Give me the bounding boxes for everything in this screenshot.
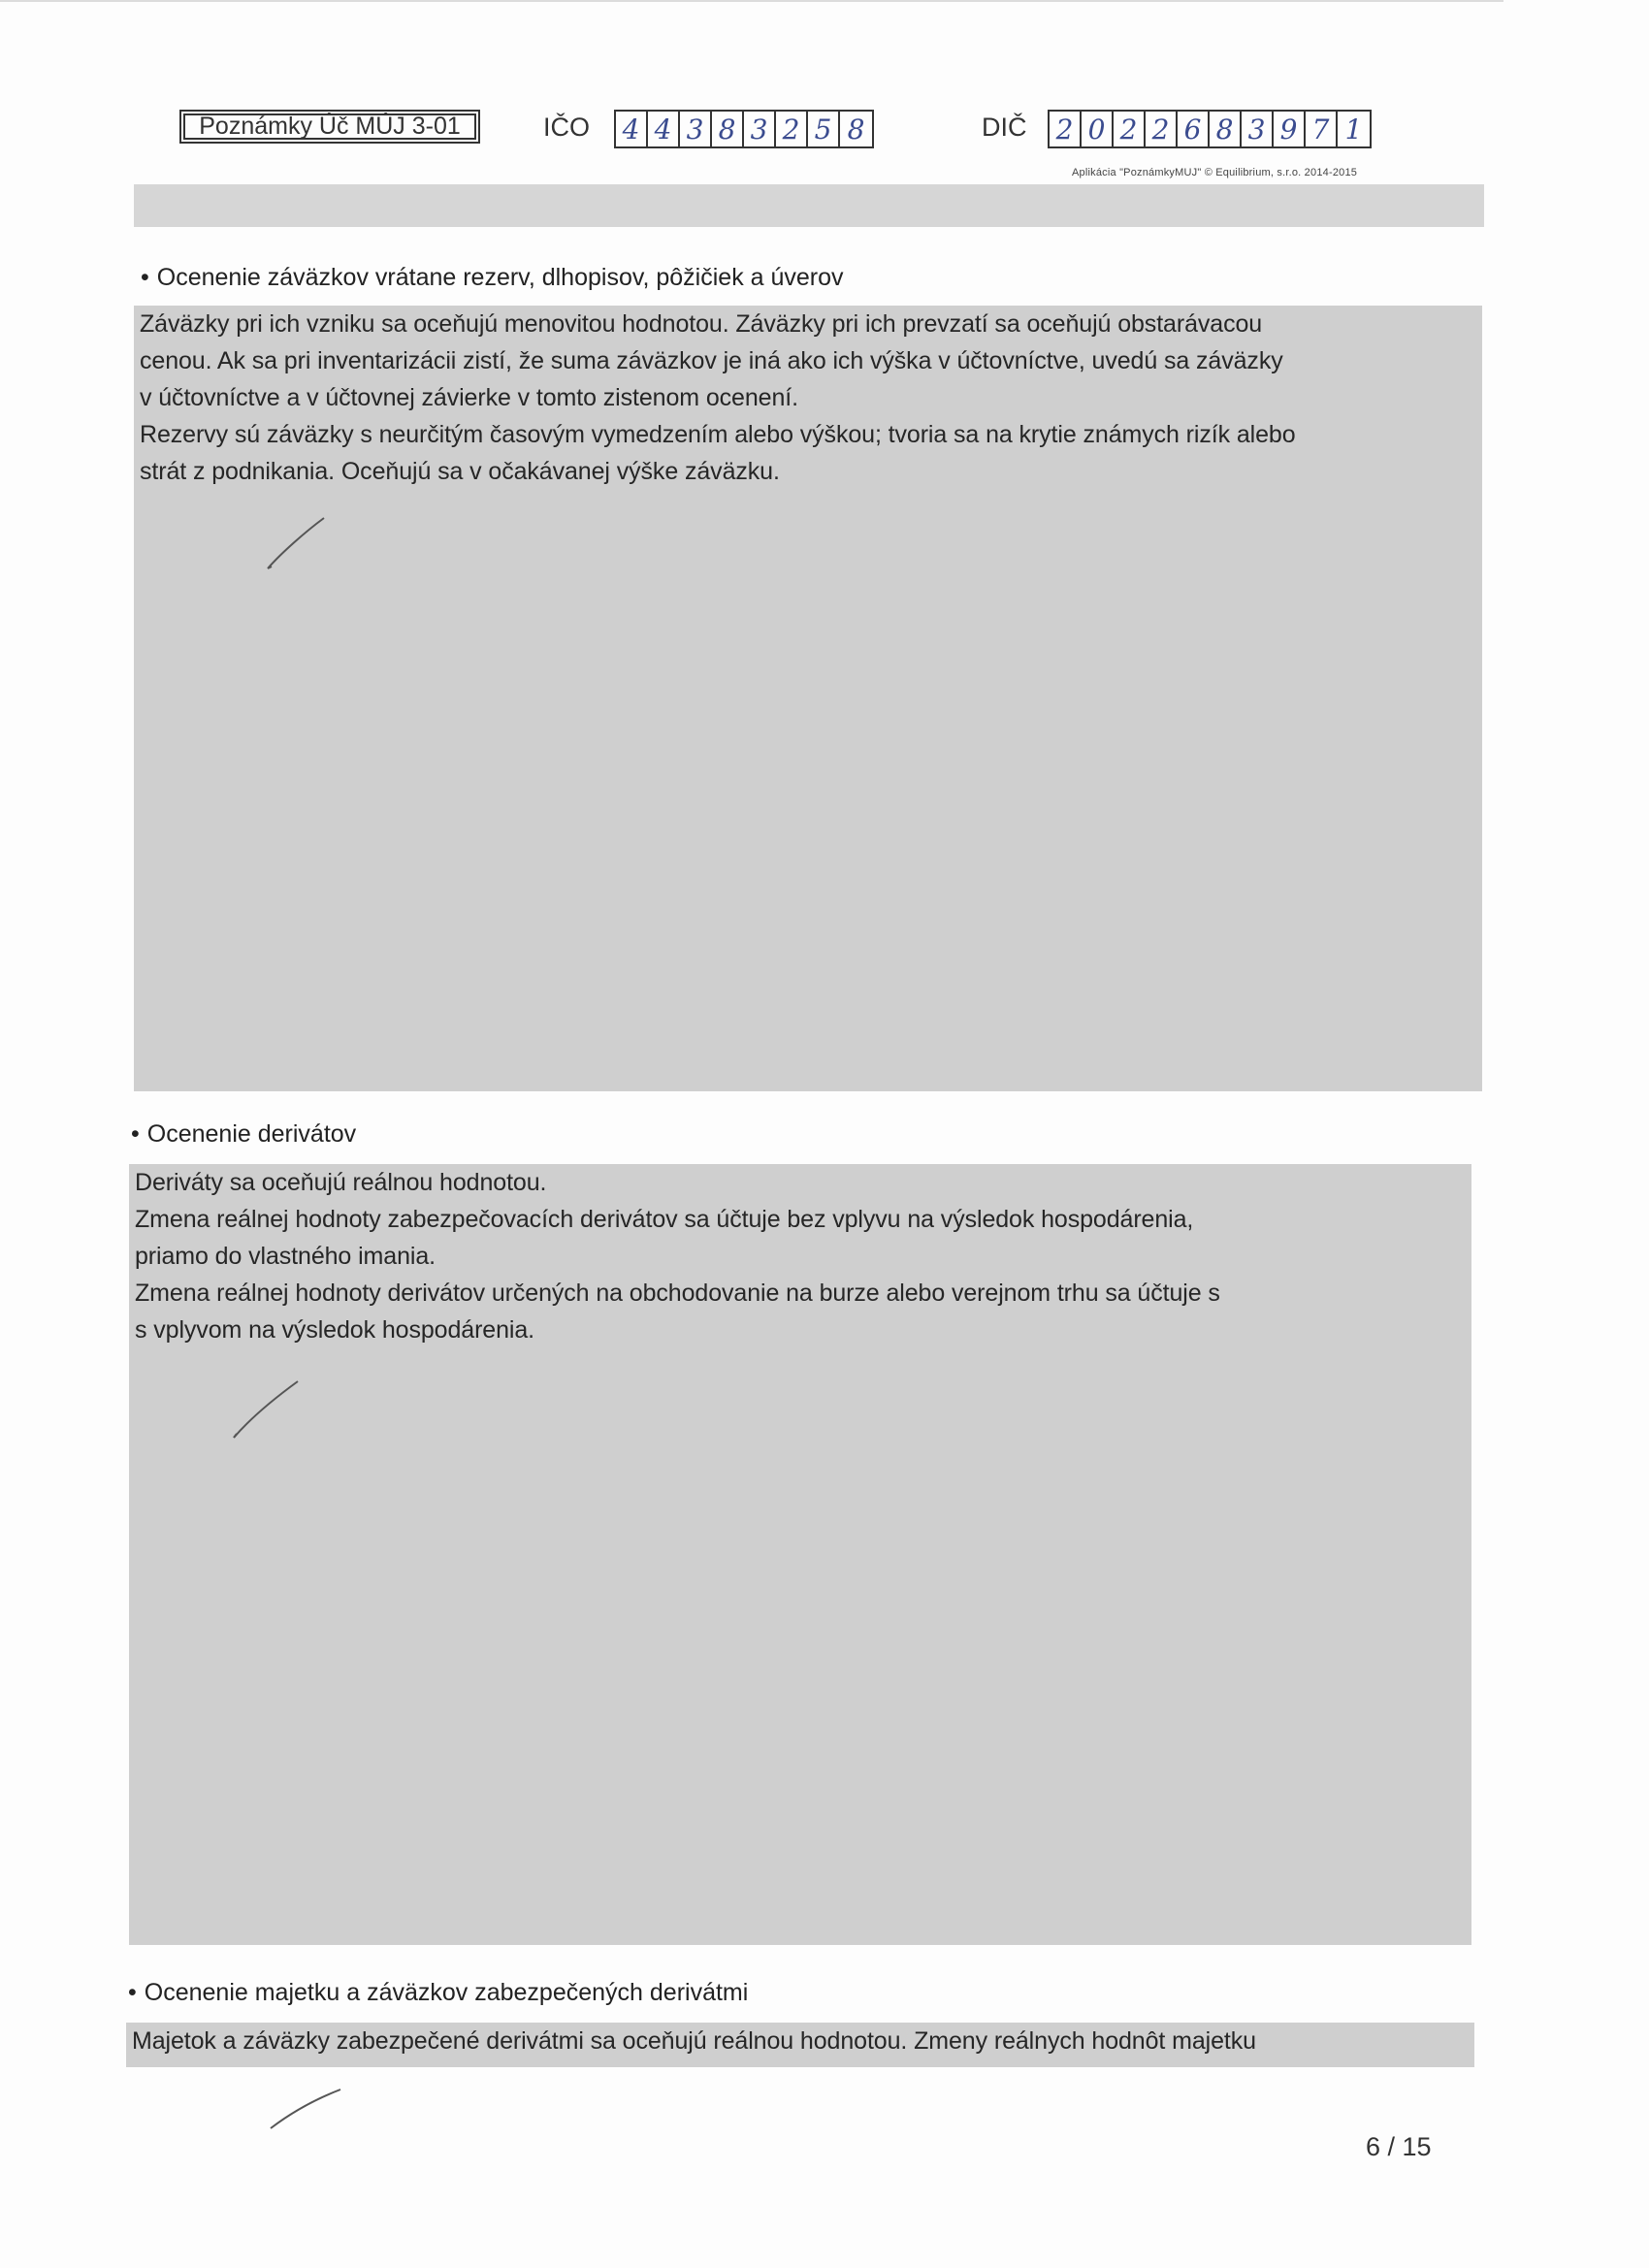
- dic-digit: 0: [1082, 112, 1114, 146]
- ico-digit: 5: [808, 112, 840, 146]
- text-line: Deriváty sa oceňujú reálnou hodnotou.: [135, 1169, 547, 1196]
- handwritten-slash-mark: [228, 1377, 306, 1445]
- bullet-icon: •: [128, 1979, 137, 2006]
- text-line: s vplyvom na výsledok hospodárenia.: [135, 1316, 535, 1344]
- section-text-box: [134, 306, 1482, 1091]
- dic-digit: 2: [1050, 112, 1082, 146]
- page-number: 6 / 15: [1366, 2132, 1432, 2161]
- section-text-box: [129, 1164, 1471, 1945]
- dic-digit: 1: [1344, 113, 1363, 146]
- top-rule: [0, 0, 1504, 2]
- section-title-text: Ocenenie majetku a záväzkov zabezpečených derivátmi: [144, 1979, 749, 2006]
- ico-digit: 4: [648, 112, 680, 146]
- bullet-icon: •: [131, 1120, 140, 1148]
- ico-digit: 8: [712, 112, 744, 146]
- section-title: [141, 264, 844, 292]
- text-line: strát z podnikania. Oceňujú sa v očakávanej výške záväzku.: [140, 458, 780, 485]
- dic-label: DIČ: [982, 113, 1027, 142]
- text-line: priamo do vlastného imania.: [135, 1243, 436, 1270]
- section-title-text: Ocenenie derivátov: [146, 1120, 357, 1148]
- section-title: [128, 1979, 748, 2007]
- dic-digit: 3: [1242, 112, 1274, 146]
- section-title: [131, 1120, 356, 1149]
- form-code-box: [179, 110, 480, 144]
- text-line: v účtovníctve a v účtovnej závierke v tomto zistenom ocenení.: [140, 384, 798, 411]
- bullet-icon: •: [141, 264, 149, 291]
- text-line: Majetok a záväzky zabezpečené derivátmi sa oceňujú reálnou hodnotou. Zmeny reálnych hodnôt majetku: [132, 2027, 1256, 2055]
- dic-digit: 2: [1114, 112, 1146, 146]
- handwritten-slash-mark: [262, 514, 330, 572]
- text-line: Rezervy sú záväzky s neurčitým časovým vymedzením alebo výškou; tvoria sa na krytie známych rizík alebo: [140, 421, 1296, 448]
- section-text-box: [126, 2023, 1474, 2067]
- ico-digit: 4: [616, 112, 648, 146]
- handwritten-slash-mark: [267, 2086, 344, 2134]
- dic-digit: 2: [1146, 112, 1178, 146]
- header-shaded-band: [134, 184, 1484, 227]
- text-line: Záväzky pri ich vzniku sa oceňujú menovitou hodnotou. Záväzky pri ich prevzatí sa oceňujú obstarávacou: [140, 310, 1263, 338]
- text-line: Zmena reálnej hodnoty zabezpečovacích derivátov sa účtuje bez vplyvu na výsledok hospodárenia,: [135, 1206, 1194, 1233]
- ico-digit: 2: [776, 112, 808, 146]
- form-code-label: Poznámky Úč MÚJ 3-01: [199, 113, 461, 140]
- ico-label: IČO: [543, 113, 591, 142]
- dic-digit: 7: [1306, 112, 1338, 146]
- ico-digit: 8: [847, 113, 865, 146]
- app-credit: Aplikácia "PoznámkyMUJ" © Equilibrium, s.r.o. 2014-2015: [1072, 167, 1358, 178]
- text-line: cenou. Ak sa pri inventarizácii zistí, že suma záväzkov je iná ako ich výška v účtovníctve, uvedú sa záväzky: [140, 347, 1283, 374]
- ico-digit: 3: [744, 112, 776, 146]
- text-line: Zmena reálnej hodnoty derivátov určených na obchodovanie na burze alebo verejnom trhu sa účtuje s: [135, 1280, 1220, 1307]
- dic-digit: 6: [1178, 112, 1210, 146]
- ico-digit-row: [614, 110, 874, 148]
- dic-digit-row: [1048, 110, 1372, 148]
- section-title-text: Ocenenie záväzkov vrátane rezerv, dlhopisov, pôžičiek a úverov: [156, 264, 844, 291]
- dic-digit: 9: [1274, 112, 1306, 146]
- dic-digit: 8: [1210, 112, 1242, 146]
- ico-digit: 3: [680, 112, 712, 146]
